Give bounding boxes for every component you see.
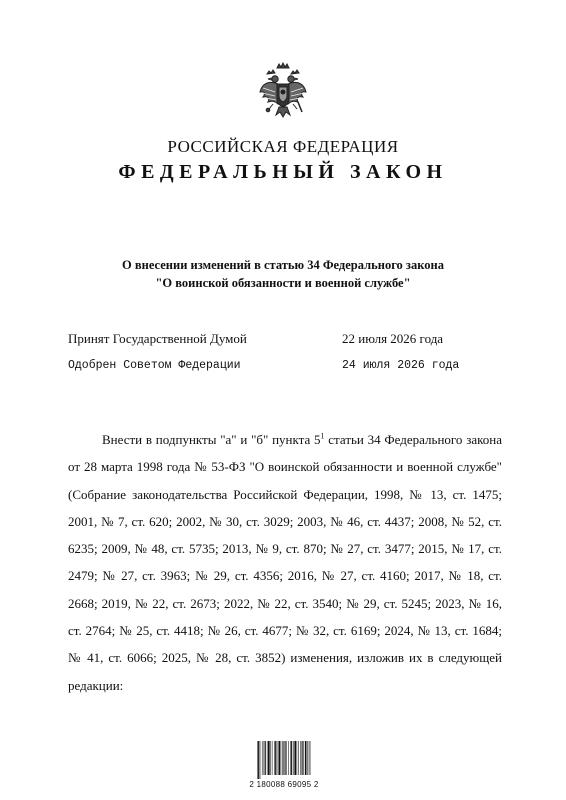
approved-label: Одобрен Советом Федерации xyxy=(68,359,241,372)
law-title-line-2: "О воинской обязанности и военной службе" xyxy=(155,276,411,290)
body-text-part-1: Внести в подпункты "а" и "б" пункта 5 xyxy=(102,432,321,447)
body-text-part-2: статьи 34 Федерального закона от 28 марта 1998 года № 53-ФЗ "О воинской обязанности и военной службе" (Собрание законодательства Российской Федерации, 1998, № 13, ст. 1475; 2001, № 7, ст. 620; 2002, № 30, ст. 3029; 2003, № 46, ст. 4437; 2008, № 52, ст. 6235; 2009, № 48, ст. 5735; 2013, № 9, ст. 870; № 27, ст. 3477; 2015, № 17, ст. 2479; № 27, ст. 3963; № 29, ст. 4356; 2016, № 27, ст. 4160; 2017, № 18, ст. 2668; 2019, № 22, ст. 2673; 2022, № 22, ст. 3540; № 29, ст. 5245; 2023, № 16, ст. 2764; № 25, ст. 4418; № 26, ст. 4677; № 32, ст. 6169; 2024, № 13, ст. 1684; № 41, ст. 6066; 2025, № 28, ст. 3852) изменения, изложив их в следующей редакции: xyxy=(68,432,502,693)
law-title xyxy=(0,256,566,292)
coat-of-arms-emblem-icon xyxy=(258,62,308,120)
barcode-number: 2 180088 69095 2 xyxy=(249,780,319,789)
adopted-label: Принят Государственной Думой xyxy=(68,331,247,346)
approved-date: 24 июля 2026 года xyxy=(342,359,460,372)
law-type-heading: ФЕДЕРАЛЬНЫЙ ЗАКОН xyxy=(118,161,448,183)
body-paragraph xyxy=(68,426,502,699)
country-heading: РОССИЙСКАЯ ФЕДЕРАЦИЯ xyxy=(167,137,399,156)
body-superscript: 1 xyxy=(320,431,325,441)
adopted-date: 22 июля 2026 года xyxy=(342,331,444,346)
barcode-icon xyxy=(256,741,312,779)
law-title-line-1: О внесении изменений в статью 34 Федерального закона xyxy=(122,258,444,272)
